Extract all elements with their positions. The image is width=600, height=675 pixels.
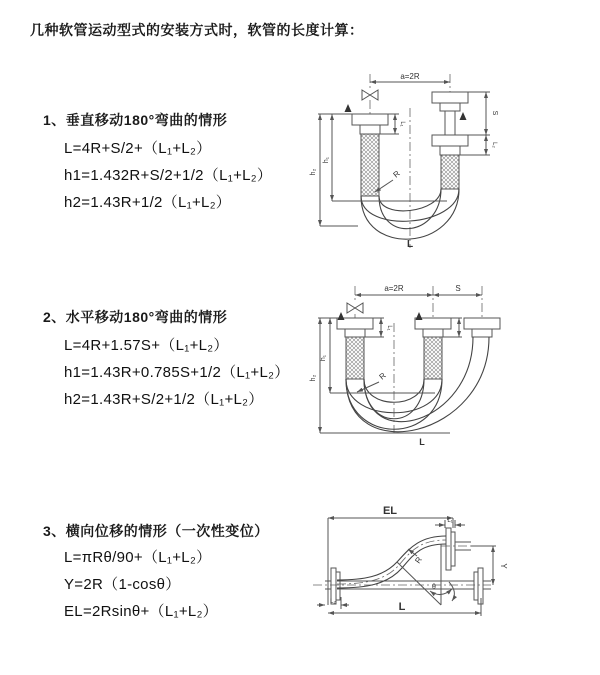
dim-label-l2: L₂: [491, 142, 497, 148]
centerlines: [370, 74, 450, 248]
dim-label-l1: L₁: [399, 121, 405, 127]
dimensions: [310, 72, 498, 250]
dimensions: [317, 505, 508, 616]
diagram-horizontal-180-bend: [300, 278, 600, 468]
formula-3-y: Y=2R（1-cosθ）: [64, 576, 181, 593]
dim-label-s: S: [491, 110, 498, 116]
valve-icon: [362, 90, 378, 100]
page-title: 几种软管运动型式的安装方式时，软管的长度计算：: [30, 22, 364, 38]
formula-1-l: L=4R+S/2+（L₁+L₂）: [64, 140, 212, 157]
flow-arrows: [338, 312, 423, 320]
dim-label-h1: h₁: [320, 354, 327, 362]
left-fitting: [337, 318, 373, 379]
formula-3-l: L=πRθ/90+（L₁+L₂）: [64, 549, 212, 566]
formula-1-h2: h2=1.43R+1/2（L₁+L₂）: [64, 194, 232, 211]
dim-label-h2: h₂: [310, 168, 317, 176]
dim-label-h1: h₁: [323, 156, 330, 164]
dim-label-l-total: L: [406, 239, 414, 250]
left-fitting: [352, 114, 388, 196]
diagram-vertical-180-bend: [300, 66, 600, 266]
dim-label-l-total: L: [398, 601, 406, 613]
diagram-lateral-displacement: [295, 498, 600, 643]
formula-1-h1: h1=1.432R+S/2+1/2（L₁+L₂）: [64, 167, 273, 184]
dim-label-theta: θ: [432, 584, 436, 591]
dim-label-el: EL: [382, 505, 398, 517]
flow-arrows: [345, 104, 467, 120]
dim-label-l1: L₁: [386, 325, 392, 331]
section-3-heading: 3、横向位移的情形（一次性变位）: [43, 523, 269, 539]
dim-label-l1: L₁: [447, 518, 453, 524]
dim-label-s: S: [455, 284, 461, 293]
middle-fitting: [415, 318, 451, 379]
dim-label-a2r: a=2R: [384, 284, 404, 293]
hose-curves: [337, 536, 446, 588]
dim-label-y: Y: [499, 563, 508, 569]
dim-label-r: R: [391, 168, 402, 180]
formula-2-l: L=4R+1.57S+（L₁+L₂）: [64, 337, 229, 354]
hose-curves: [346, 337, 489, 432]
formula-2-h1: h1=1.43R+0.785S+1/2（L₁+L₂）: [64, 364, 290, 381]
dim-label-r: R: [413, 555, 424, 566]
dim-label-l2: L₂: [330, 599, 336, 605]
formula-2-h2: h2=1.43R+S/2+1/2（L₁+L₂）: [64, 391, 264, 408]
formula-3-el: EL=2Rsinθ+（L₁+L₂）: [64, 603, 218, 620]
section-1-heading: 1、垂直移动180°弯曲的情形: [43, 112, 228, 128]
upper-right-flange: [446, 528, 471, 570]
right-fitting: [464, 318, 500, 337]
section-2-heading: 2、水平移动180°弯曲的情形: [43, 309, 228, 325]
right-fitting: [432, 92, 468, 189]
valve-icon: [347, 303, 363, 313]
dim-label-r: R: [377, 370, 388, 382]
dim-label-a2r: a=2R: [400, 72, 420, 81]
lower-right-flange: [474, 568, 491, 604]
dim-label-l-total: L: [419, 437, 425, 447]
dim-label-h2: h₂: [310, 374, 317, 382]
dimensions: [310, 284, 482, 447]
